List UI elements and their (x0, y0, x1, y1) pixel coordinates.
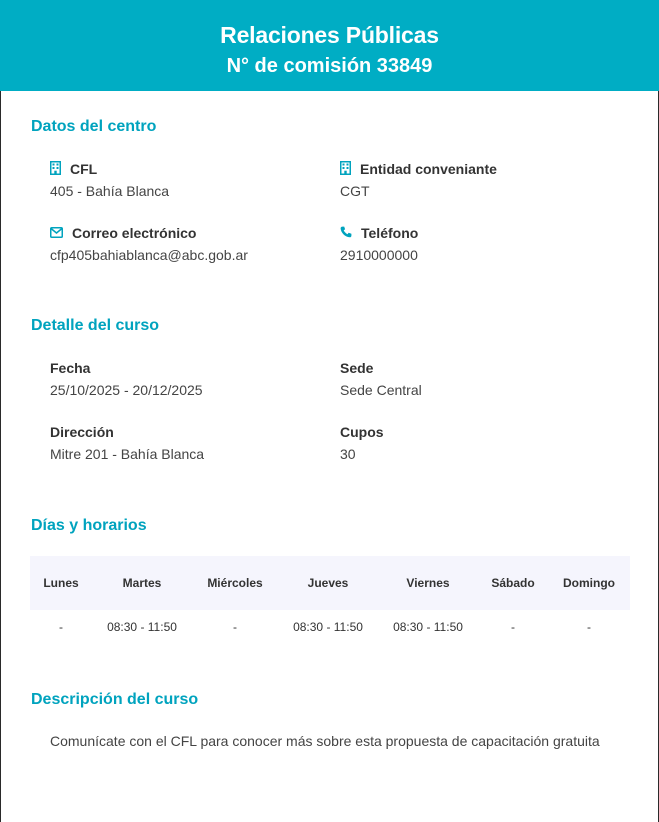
schedule-header-row (30, 556, 630, 610)
field-value: 405 - Bahía Blanca (50, 183, 170, 199)
field-label: Dirección (50, 424, 114, 440)
field-fecha (50, 359, 203, 398)
field-telefono (340, 224, 418, 263)
field-cupos (340, 423, 384, 462)
time-cell: - (233, 619, 237, 634)
day-header: Domingo (548, 556, 630, 610)
field-value: Mitre 201 - Bahía Blanca (50, 446, 205, 462)
field-label: Teléfono (361, 225, 419, 241)
field-value: 25/10/2025 - 20/12/2025 (50, 382, 203, 398)
course-description: Comunícate con el CFL para conocer más sobre esta propuesta de capacitación gratuita (50, 733, 600, 749)
time-cell: - (511, 619, 515, 634)
day-header: Miércoles (192, 556, 278, 610)
time-cell: 08:30 - 11:50 (393, 619, 463, 634)
time-cell: - (587, 619, 591, 634)
field-label: Cupos (340, 424, 384, 440)
field-correo (50, 224, 248, 263)
phone-icon (340, 225, 361, 241)
field-label: Fecha (50, 360, 91, 376)
course-title: Relaciones Públicas (220, 22, 439, 48)
day-header: Jueves (278, 556, 378, 610)
schedule-table (30, 556, 630, 643)
section-title-detalle-curso: Detalle del curso (31, 317, 160, 334)
time-cell: 08:30 - 11:50 (293, 619, 363, 634)
day-header: Viernes (378, 556, 478, 610)
commission-number: N° de comisión 33849 (226, 55, 433, 77)
section-title-dias-horarios: Días y horarios (31, 517, 147, 534)
field-label: Correo electrónico (72, 225, 197, 241)
field-sede (340, 359, 422, 398)
email-link[interactable]: cfp405bahiablanca@abc.gob.ar (50, 247, 248, 263)
schedule-times-row (30, 610, 630, 643)
day-header: Lunes (30, 556, 92, 610)
field-cfl (50, 160, 169, 199)
field-entidad-conveniante (340, 160, 497, 199)
section-title-datos-centro: Datos del centro (31, 118, 157, 135)
field-direccion (50, 423, 204, 462)
field-value: CGT (340, 183, 370, 199)
field-value: Sede Central (340, 382, 422, 398)
field-label: Entidad conveniante (360, 161, 497, 177)
building-icon (50, 161, 70, 178)
time-cell: 08:30 - 11:50 (107, 619, 177, 634)
field-label: CFL (70, 161, 98, 177)
field-label: Sede (340, 360, 374, 376)
section-title-descripcion: Descripción del curso (31, 691, 199, 708)
day-header: Sábado (478, 556, 548, 610)
day-header: Martes (92, 556, 192, 610)
field-value: 30 (340, 446, 356, 462)
page-header (0, 0, 659, 91)
time-cell: - (59, 619, 63, 634)
building-icon (340, 161, 360, 178)
phone-link[interactable]: 2910000000 (340, 247, 418, 263)
envelope-icon (50, 225, 72, 241)
